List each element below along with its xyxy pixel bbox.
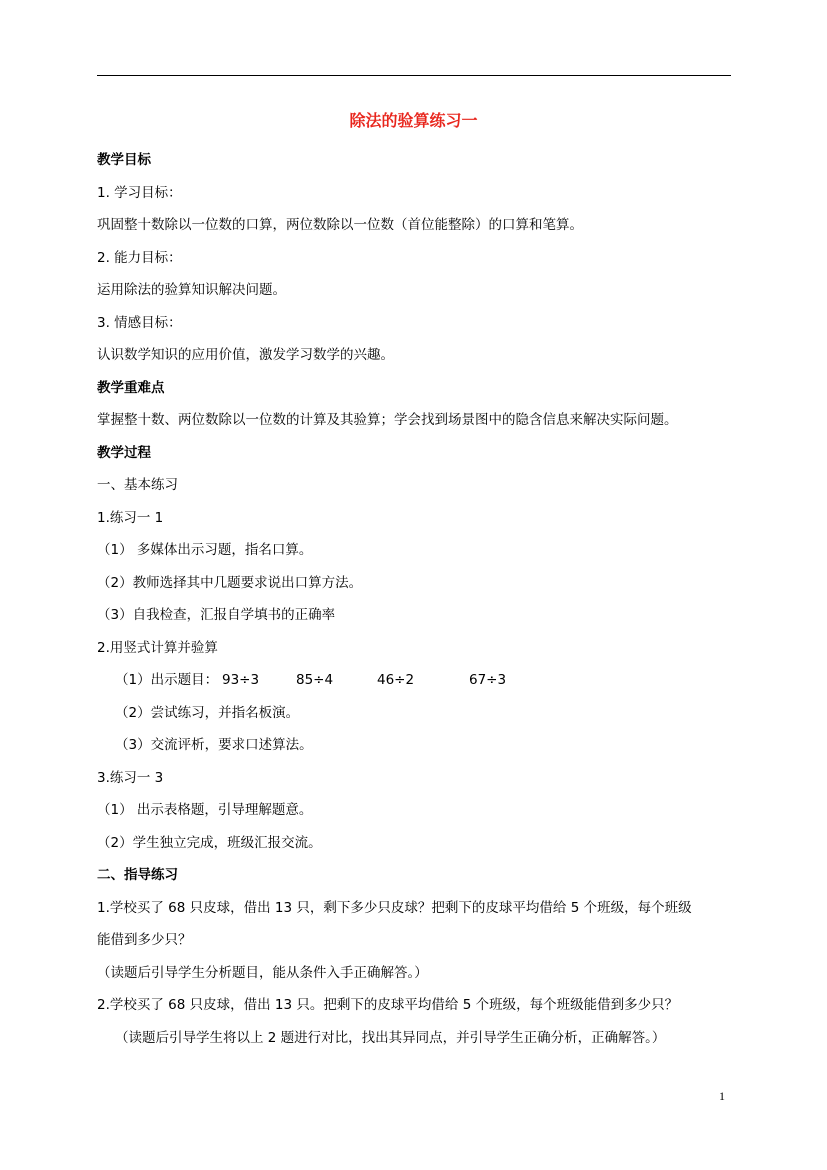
exercise-3-heading: 3.练习一 3 <box>97 770 164 786</box>
question-1-note: （读题后引导学生分析题目，能从条件入手正确解答。） <box>97 965 428 981</box>
exercise-2-problem: 85÷4 <box>296 672 334 688</box>
question-1-line-1: 1.学校买了 68 只皮球，借出 13 只，剩下多少只皮球？把剩下的皮球平均借给 5 个班级，每个班级 <box>97 900 692 916</box>
exercise-2-problem: 67÷3 <box>469 672 507 688</box>
exercise-2-problem: 93÷3 <box>222 672 260 688</box>
heading-teaching-process: 教学过程 <box>97 445 151 461</box>
exercise-1-step-a: （1） 多媒体出示习题，指名口算。 <box>97 542 313 558</box>
page-number: 1 <box>719 1089 725 1103</box>
part-2-heading: 二、指导练习 <box>97 867 178 883</box>
part-1-heading: 一、基本练习 <box>97 477 178 493</box>
heading-teaching-goals: 教学目标 <box>97 152 151 168</box>
exercise-1-step-b: （2）教师选择其中几题要求说出口算方法。 <box>97 575 363 591</box>
header-rule <box>97 75 731 76</box>
exercise-2-step-b: （2）尝试练习，并指名板演。 <box>115 705 300 721</box>
question-1-line-2: 能借到多少只？ <box>97 932 192 948</box>
exercise-2-problem: 46÷2 <box>377 672 415 688</box>
goal-3-label: 3. 情感目标： <box>97 315 182 331</box>
goal-2-label: 2. 能力目标： <box>97 250 182 266</box>
goal-3-text: 认识数学知识的应用价值，激发学习数学的兴趣。 <box>97 347 394 363</box>
key-points-text: 掌握整十数、两位数除以一位数的计算及其验算；学会找到场景图中的隐含信息来解决实际问题。 <box>97 412 678 428</box>
question-2-note: （读题后引导学生将以上 2 题进行对比，找出其异同点，并引导学生正确分析，正确解答。） <box>115 1030 666 1046</box>
exercise-1-heading: 1.练习一 1 <box>97 510 164 526</box>
exercise-2-heading: 2.用竖式计算并验算 <box>97 640 218 656</box>
document-title: 除法的验算练习一 <box>349 111 478 130</box>
exercise-3-step-a: （1） 出示表格题，引导理解题意。 <box>97 802 313 818</box>
exercise-2-step-c: （3）交流评析，要求口述算法。 <box>115 737 313 753</box>
question-2: 2.学校买了 68 只皮球，借出 13 只。把剩下的皮球平均借给 5 个班级，每个班级能借到多少只？ <box>97 997 679 1013</box>
goal-1-label: 1. 学习目标： <box>97 185 182 201</box>
goal-2-text: 运用除法的验算知识解决问题。 <box>97 282 286 298</box>
heading-key-points: 教学重难点 <box>97 380 165 396</box>
exercise-3-step-b: （2）学生独立完成，班级汇报交流。 <box>97 835 322 851</box>
exercise-1-step-c: （3）自我检查，汇报自学填书的正确率 <box>97 607 336 623</box>
exercise-2-step-a-label: （1）出示题目： <box>115 672 219 688</box>
goal-1-text: 巩固整十数除以一位数的口算，两位数除以一位数（首位能整除）的口算和笔算。 <box>97 217 583 233</box>
